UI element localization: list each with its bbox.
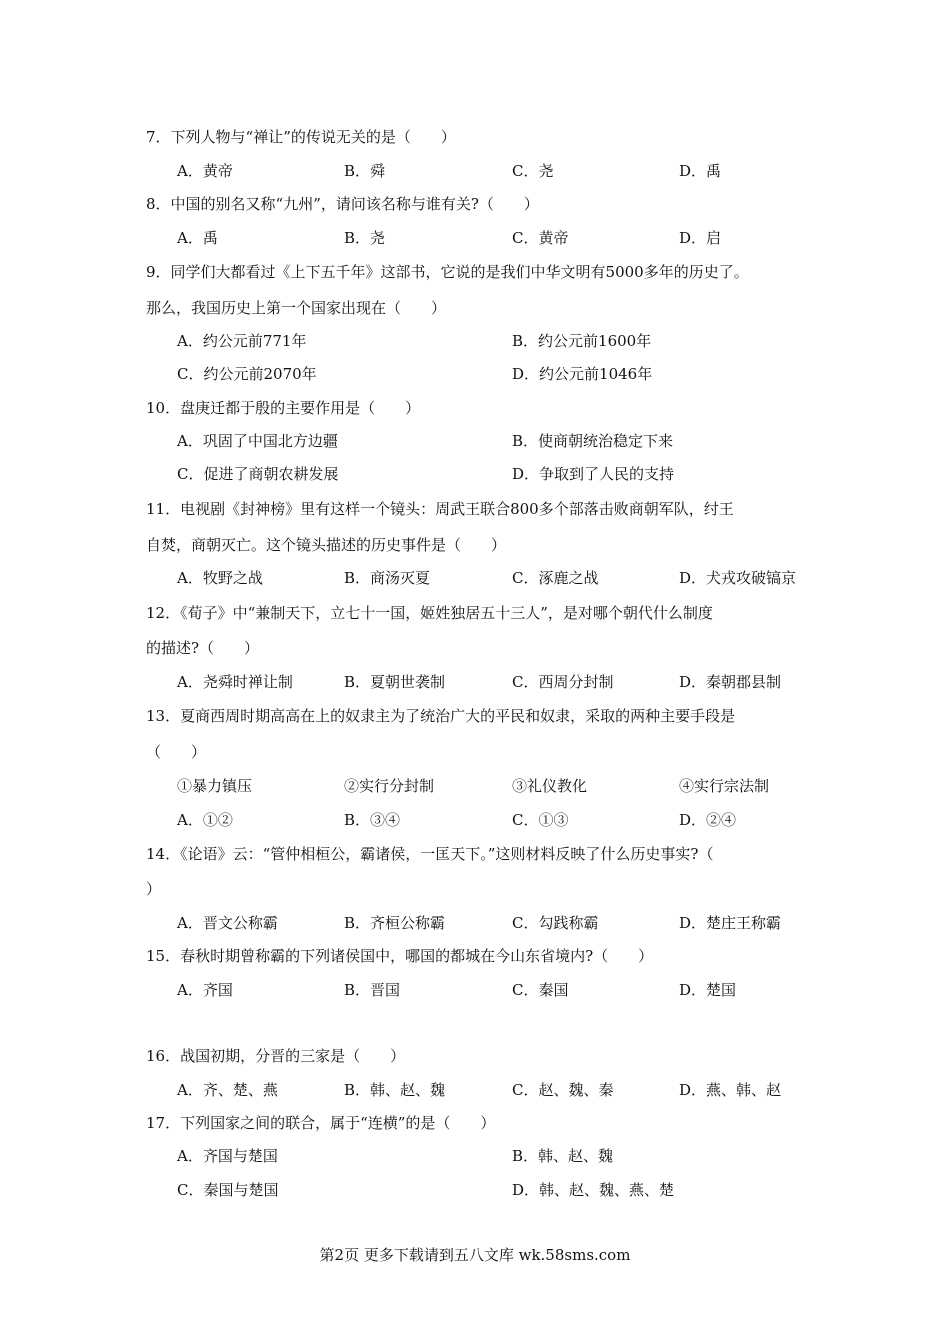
question-14-text-line-2: ） bbox=[146, 880, 162, 898]
question-17-option-b: B．韩、赵、魏 bbox=[512, 1147, 614, 1165]
question-10-option-d: D．争取到了人民的支持 bbox=[512, 465, 675, 483]
question-7-option-b: B．舜 bbox=[344, 162, 386, 180]
question-8-option-b: B．尧 bbox=[344, 229, 386, 247]
question-15-option-d: D．楚国 bbox=[679, 981, 737, 999]
question-16-option-d: D．燕、韩、赵 bbox=[679, 1081, 782, 1099]
question-11-option-d: D．犬戎攻破镐京 bbox=[679, 569, 797, 587]
question-15-option-a: A．齐国 bbox=[177, 981, 233, 999]
question-12-text-line-1: 12．《荀子》中“兼制天下，立七十一国，姬姓独居五十三人”，是对哪个朝代什么制度 bbox=[146, 604, 713, 622]
question-13-item-3: ③礼仪教化 bbox=[512, 777, 588, 795]
question-11-option-c: C．涿鹿之战 bbox=[512, 569, 599, 587]
question-9-option-d: D．约公元前1046年 bbox=[512, 365, 653, 383]
question-12-option-d: D．秦朝郡县制 bbox=[679, 673, 782, 691]
question-17-option-c: C．秦国与楚国 bbox=[177, 1181, 279, 1199]
question-13-option-b: B．③④ bbox=[344, 811, 401, 829]
question-13-option-d: D．②④ bbox=[679, 811, 737, 829]
question-17-text: 17．下列国家之间的联合，属于“连横”的是（ ） bbox=[146, 1114, 496, 1132]
question-13-item-4: ④实行宗法制 bbox=[679, 777, 770, 795]
question-12-text-line-2: 的描述?（ ） bbox=[146, 639, 260, 657]
question-12-option-b: B．夏朝世袭制 bbox=[344, 673, 446, 691]
question-8-option-a: A．禹 bbox=[177, 229, 218, 247]
page-footer: 第2页 更多下载请到五八文库 wk.58sms.com bbox=[319, 1246, 631, 1264]
question-10-text: 10．盘庚迁都于殷的主要作用是（ ） bbox=[146, 399, 421, 417]
question-12-option-c: C．西周分封制 bbox=[512, 673, 614, 691]
question-14-option-d: D．楚庄王称霸 bbox=[679, 914, 782, 932]
question-16-option-a: A．齐、楚、燕 bbox=[177, 1081, 278, 1099]
question-9-text-line-1: 9．同学们大都看过《上下五千年》这部书，它说的是我们中华文明有5000多年的历史了。 bbox=[146, 263, 749, 281]
question-13-item-2: ②实行分封制 bbox=[344, 777, 435, 795]
question-10-option-a: A．巩固了中国北方边疆 bbox=[177, 432, 338, 450]
question-7-option-d: D．禹 bbox=[679, 162, 722, 180]
question-10-option-c: C．促进了商朝农耕发展 bbox=[177, 465, 339, 483]
question-9-option-a: A．约公元前771年 bbox=[177, 332, 307, 350]
question-16-text: 16．战国初期，分晋的三家是（ ） bbox=[146, 1047, 406, 1065]
question-13-option-a: A．①② bbox=[177, 811, 233, 829]
question-14-option-a: A．晋文公称霸 bbox=[177, 914, 278, 932]
question-7-option-a: A．黄帝 bbox=[177, 162, 233, 180]
question-14-option-c: C．勾践称霸 bbox=[512, 914, 599, 932]
question-7-option-c: C．尧 bbox=[512, 162, 554, 180]
question-11-text-line-1: 11．电视剧《封神榜》里有这样一个镜头：周武王联合800多个部落击败商朝军队，纣王 bbox=[146, 500, 734, 518]
question-7-text: 7．下列人物与“禅让”的传说无关的是（ ） bbox=[146, 128, 456, 146]
question-13-text-line-1: 13．夏商西周时期高高在上的奴隶主为了统治广大的平民和奴隶，采取的两种主要手段是 bbox=[146, 707, 736, 725]
question-15-text: 15．春秋时期曾称霸的下列诸侯国中，哪国的都城在今山东省境内?（ ） bbox=[146, 947, 654, 965]
question-10-option-b: B．使商朝统治稳定下来 bbox=[512, 432, 674, 450]
question-8-option-c: C．黄帝 bbox=[512, 229, 569, 247]
question-15-option-b: B．晋国 bbox=[344, 981, 401, 999]
question-11-option-a: A．牧野之战 bbox=[177, 569, 263, 587]
question-9-option-b: B．约公元前1600年 bbox=[512, 332, 652, 350]
question-17-option-d: D．韩、赵、魏、燕、楚 bbox=[512, 1181, 675, 1199]
question-8-option-d: D．启 bbox=[679, 229, 722, 247]
question-8-text: 8．中国的别名又称“九州”，请问该名称与谁有关?（ ） bbox=[146, 195, 539, 213]
question-9-text-line-2: 那么，我国历史上第一个国家出现在（ ） bbox=[146, 299, 447, 317]
question-14-option-b: B．齐桓公称霸 bbox=[344, 914, 446, 932]
question-13-option-c: C．①③ bbox=[512, 811, 569, 829]
question-13-text-line-2: （ ） bbox=[146, 743, 207, 761]
question-13-item-1: ①暴力镇压 bbox=[177, 777, 253, 795]
question-12-option-a: A．尧舜时禅让制 bbox=[177, 673, 293, 691]
question-17-option-a: A．齐国与楚国 bbox=[177, 1147, 278, 1165]
question-11-option-b: B．商汤灭夏 bbox=[344, 569, 431, 587]
question-11-text-line-2: 自焚，商朝灭亡。这个镜头描述的历史事件是（ ） bbox=[146, 536, 507, 554]
question-16-option-c: C．赵、魏、秦 bbox=[512, 1081, 614, 1099]
question-9-option-c: C．约公元前2070年 bbox=[177, 365, 317, 383]
question-14-text-line-1: 14．《论语》云：“管仲相桓公，霸诸侯，一匡天下。”这则材料反映了什么历史事实?（ bbox=[146, 845, 714, 863]
question-15-option-c: C．秦国 bbox=[512, 981, 569, 999]
question-16-option-b: B．韩、赵、魏 bbox=[344, 1081, 446, 1099]
